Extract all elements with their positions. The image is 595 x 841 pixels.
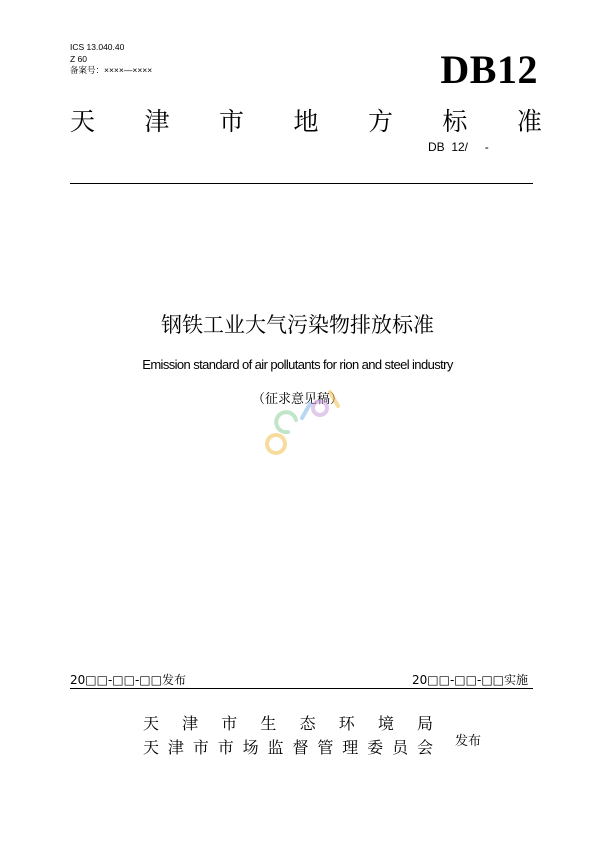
watermark-stroke: [330, 392, 338, 406]
document-title: 钢铁工业大气污染物排放标准: [161, 313, 434, 337]
issuer-char: 会: [416, 738, 433, 757]
top-divider: [70, 183, 533, 184]
watermark-arc: [276, 412, 296, 432]
title-char: 地: [293, 107, 319, 136]
ics-code: ICS 13.040.40: [70, 42, 125, 52]
title-char: 方: [367, 107, 393, 136]
issuer-char: 市: [192, 738, 209, 757]
issuer-char: 态: [299, 714, 316, 733]
standard-code: DB12: [440, 47, 538, 92]
issuer-char: 境: [377, 714, 394, 733]
watermark-logo-icon: [258, 382, 348, 462]
watermark-ring: [313, 401, 327, 415]
title-char: 津: [144, 107, 170, 136]
watermark-stroke: [302, 404, 310, 418]
ccs-code: Z 60: [70, 53, 88, 64]
issue-date: 20□□-□□-□□发布: [70, 673, 186, 687]
issuer-char: 督: [292, 738, 309, 757]
issuer-char: 天: [143, 714, 160, 733]
identifier-block: [70, 42, 152, 77]
issuer-market-committee: [143, 737, 433, 759]
draft-status-note: （征求意见稿）: [251, 392, 343, 407]
issuer-char: 市: [217, 738, 234, 757]
title-char: 准: [516, 107, 542, 136]
issuer-char: 委: [367, 738, 384, 757]
standard-number: DB 12/ -: [428, 140, 489, 154]
issuer-char: 天: [143, 738, 160, 757]
issuer-char: 管: [317, 738, 334, 757]
title-char: 天: [70, 107, 96, 136]
title-char: 标: [442, 107, 468, 136]
issuer-char: 市: [221, 714, 238, 733]
implementation-date: 20□□-□□-□□实施: [412, 673, 528, 687]
issuer-char: 生: [260, 714, 277, 733]
watermark-ring: [267, 435, 285, 453]
issuer-char: 员: [392, 738, 409, 757]
issuer-char: 津: [167, 738, 184, 757]
document-title-english: Emission standard of air pollutants for rion and steel industry: [142, 357, 453, 372]
bottom-divider: [70, 688, 533, 689]
issuer-char: 监: [267, 738, 284, 757]
issuer-char: 场: [242, 738, 259, 757]
issuer-char: 理: [342, 738, 359, 757]
issuer-ecology-bureau: [143, 713, 433, 735]
issuer-char: 津: [182, 714, 199, 733]
issuer-char: 环: [338, 714, 355, 733]
title-char: 市: [218, 107, 244, 136]
standard-category-title: [70, 106, 542, 138]
filing-number: 备案号：××××—××××: [70, 65, 153, 75]
issuer-char: 局: [416, 714, 433, 733]
publish-label: 发布: [455, 734, 482, 749]
